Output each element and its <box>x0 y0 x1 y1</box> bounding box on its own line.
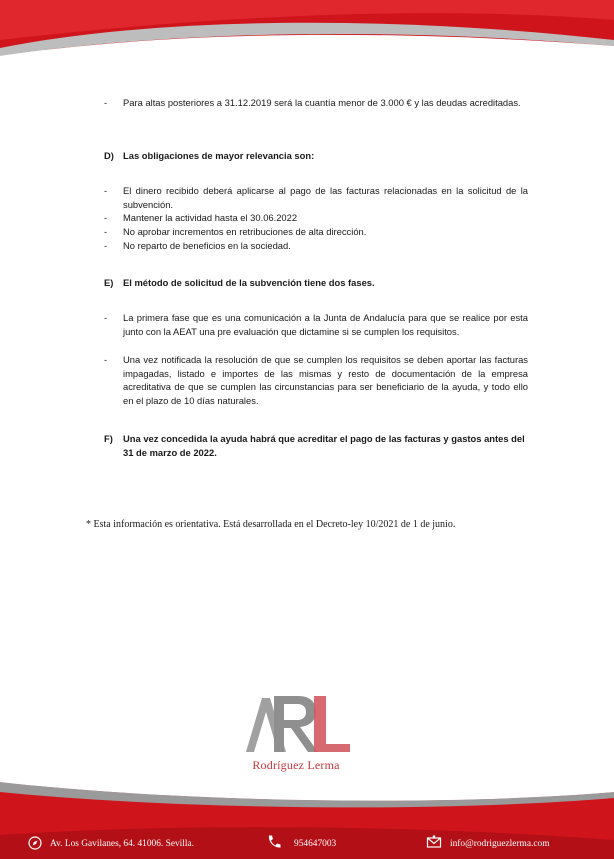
section-d-bullet: No reparto de beneficios en la sociedad. <box>123 240 291 251</box>
mail-icon <box>426 834 442 850</box>
bullet-marker: - <box>104 185 108 196</box>
section-d-title: Las obligaciones de mayor relevancia son: <box>123 150 315 161</box>
bullet-marker: - <box>104 354 108 365</box>
section-e-title: El método de solicitud de la subvención tiene dos fases. <box>123 277 375 288</box>
section-f-text: Una vez concedida la ayuda habrá que acreditar el pago de las facturas y gastos antes del 31 de marzo de 2022. <box>123 433 525 458</box>
top-bullet-text: Para altas posteriores a 31.12.2019 será la cuantía menor de 3.000 € y las deudas acreditadas. <box>123 97 521 108</box>
footer-address: Av. Los Gavilanes, 64. 41006. Sevilla. <box>50 839 194 849</box>
bullet-marker: - <box>104 97 108 108</box>
footer-phone[interactable]: 954647003 <box>294 839 337 849</box>
compass-icon <box>28 836 42 850</box>
bullet-marker: - <box>104 240 108 251</box>
bullet-marker: - <box>104 312 108 323</box>
section-d-letter: D) <box>104 150 114 161</box>
section-f-letter: F) <box>104 433 113 444</box>
phone-icon <box>266 834 282 850</box>
section-e-bullet: Una vez notificada la resolución de que se cumplen los requisitos se deben aportar las facturas impagadas, listado e importes de las mismas y resto de documentación de la empresa acreditativa de que se cumplen las circunstancias para ser beneficiario de la ayuda, y todo ello en el plazo de 10 días naturales. <box>123 354 528 406</box>
section-d-bullet: El dinero recibido deberá aplicarse al pago de las facturas relacionadas en la solicitud de la subvención. <box>123 185 528 210</box>
footer-email[interactable]: info@rodriguezlerma.com <box>450 839 550 849</box>
section-e-bullet: La primera fase que es una comunicación a la Junta de Andalucía para que se realice por esta junto con la AEAT una pre evaluación que dictamine si se cumplen los requisitos. <box>123 312 528 337</box>
section-d-bullet: Mantener la actividad hasta el 30.06.2022 <box>123 212 298 223</box>
disclaimer-note: * Esta información es orientativa. Está desarrollada en el Decreto-ley 10/2021 de 1 de junio. <box>86 519 456 530</box>
section-e-letter: E) <box>104 277 114 288</box>
brand-name: Rodríguez Lerma <box>252 758 340 772</box>
bullet-marker: - <box>104 212 108 223</box>
bullet-marker: - <box>104 226 108 237</box>
section-d-bullet: No aprobar incrementos en retribuciones de alta dirección. <box>123 226 367 237</box>
